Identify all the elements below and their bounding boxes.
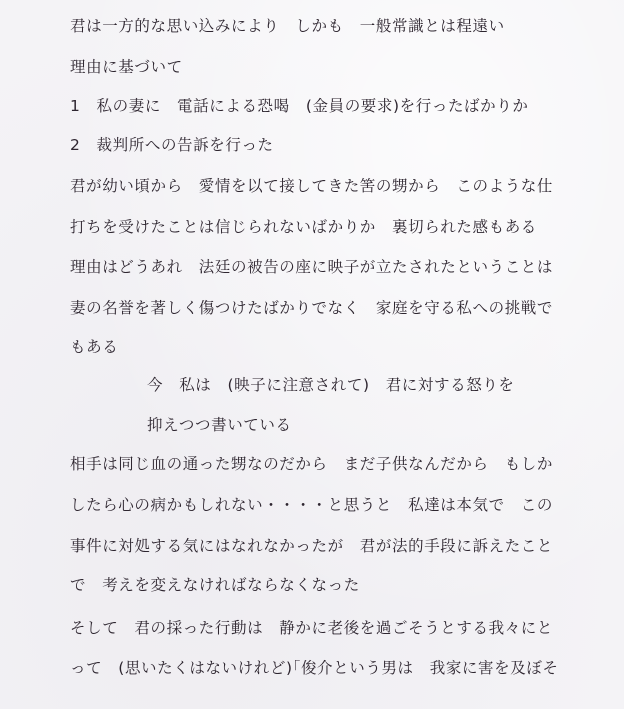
text-line: 事件に対処する気にはなれなかったが 君が法的手段に訴えたこと <box>70 537 554 555</box>
text-line: 打ちを受けたことは信じられないばかりか 裏切られた感もある <box>70 218 537 236</box>
text-line: 君が幼い頃から 愛情を以て接してきた筈の甥から このような仕 <box>70 177 554 195</box>
text-line: したら心の病かもしれない・・・・と思うと 私達は本気で この <box>70 496 554 514</box>
text-line: 理由はどうあれ 法廷の被告の座に映子が立たされたということは <box>70 258 554 276</box>
text-line: そして 君の採った行動は 静かに老後を過ごそうとする我々にと <box>70 619 554 637</box>
text-line: 相手は同じ血の通った甥なのだから まだ子供なんだから もしか <box>70 455 554 473</box>
text-line: 理由に基づいて <box>70 58 183 76</box>
indented-text-line: 今 私は (映子に注意されて) 君に対する怒りを <box>147 376 515 394</box>
indented-text-line: 抑えつつ書いている <box>147 416 292 434</box>
text-line: って (思いたくはないけれど)｢俊介という男は 我家に害を及ぼそ <box>70 659 559 677</box>
text-line: 妻の名誉を著しく傷つけたばかりでなく 家庭を守る私への挑戦で <box>70 299 554 317</box>
text-line: 1 私の妻に 電話による恐喝 (金員の要求)を行ったばかりか <box>70 97 529 115</box>
text-line: で 考えを変えなければならなくなった <box>70 576 360 594</box>
text-line: もある <box>70 338 119 356</box>
text-line: 君は一方的な思い込みにより しかも 一般常識とは程遠い <box>70 17 505 35</box>
text-line: 2 裁判所への告訴を行った <box>70 136 274 154</box>
